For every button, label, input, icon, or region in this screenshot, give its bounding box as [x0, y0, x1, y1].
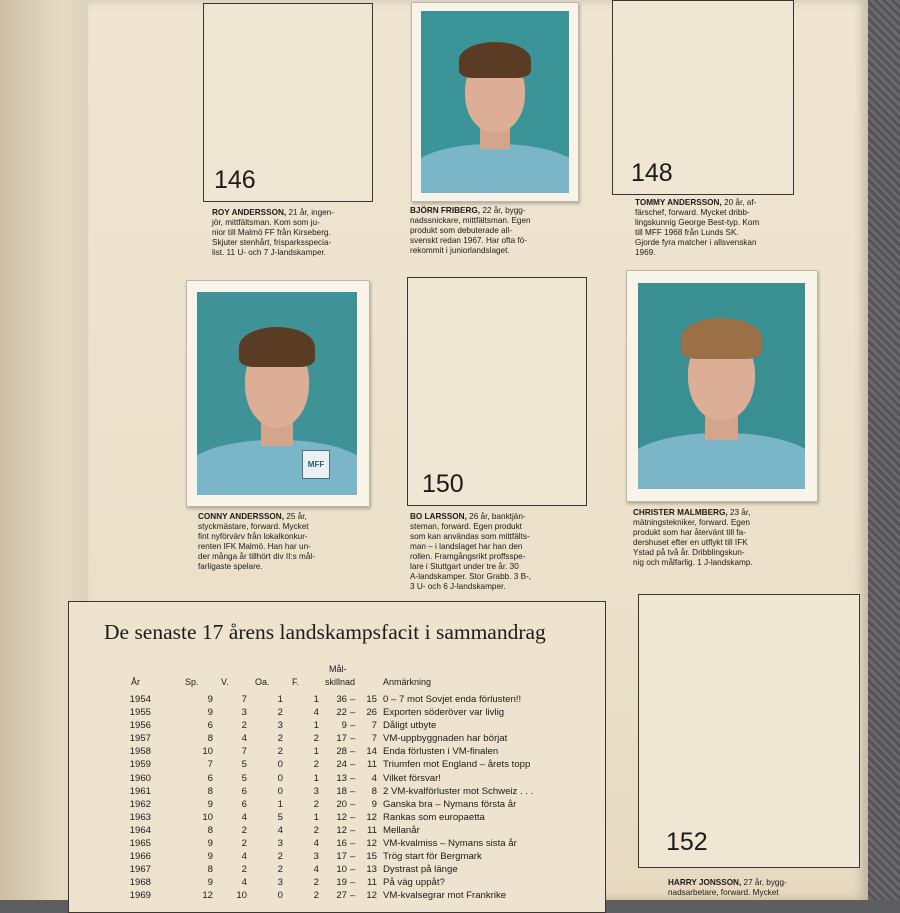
- col-goals-for: 10: [336, 864, 347, 876]
- col-sp: 9: [207, 694, 213, 705]
- table-row: [69, 890, 605, 903]
- player-photo: [638, 283, 805, 489]
- col-header-sp: Sp.: [185, 677, 199, 687]
- col-oa: 2: [277, 746, 283, 758]
- bio-roy-andersson: ROY ANDERSSON, 21 år, ingen- jör, mittfältsman. Kom som ju- nior till Malmö FF från Kirseberg. Skjuter stenhårt, frisparksspecia- list. 11 U- och 7 J-landskamper.: [212, 208, 334, 257]
- bio-conny-andersson: CONNY ANDERSSON, 25 år, styckmästare, forward. Mycket fint nyförvärv från lokalkonkur- renten IFK Malmö. Han har un- der många år tillhört div II:s mål- farligaste spelare.: [198, 512, 315, 571]
- col-sp: 8: [207, 785, 213, 797]
- col-header-oa: Oa.: [255, 677, 270, 687]
- col-goals-for: 27: [336, 890, 347, 902]
- col-goals-against: 7: [371, 720, 377, 732]
- col-sp: 6: [207, 720, 213, 732]
- col-goals-for: 18: [336, 785, 347, 797]
- bio-tommy-andersson: TOMMY ANDERSSON, 20 år, af- färschef, forward. Mycket dribb- lingskunnig George Best-typ. Kom till MFF 1968 från Lunds SK. Gjorde fyra matcher i allsvenskan 1969.: [635, 198, 760, 257]
- score-dash: –: [350, 746, 356, 758]
- col-oa: 4: [277, 824, 283, 836]
- col-v: 4: [241, 877, 247, 889]
- col-v: 7: [241, 694, 247, 705]
- col-note: 0 – 7 mot Sovjet enda förlusten!!: [383, 694, 522, 705]
- col-year: 1968: [129, 877, 151, 889]
- col-oa: 0: [277, 772, 283, 784]
- col-goals-for: 16: [336, 838, 347, 850]
- stats-rows: [69, 694, 605, 904]
- col-goals-against: 12: [366, 838, 377, 850]
- slot-number: 152: [666, 828, 708, 856]
- col-goals-for: 22: [336, 707, 347, 719]
- col-goals-against: 11: [367, 824, 377, 836]
- col-oa: 0: [277, 759, 283, 771]
- table-row: [69, 799, 605, 812]
- table-row: [69, 825, 605, 838]
- col-sp: 8: [207, 824, 213, 836]
- col-v: 2: [241, 824, 247, 836]
- score-dash: –: [350, 864, 356, 876]
- col-header-v: V.: [221, 677, 229, 687]
- col-goals-against: 12: [366, 890, 377, 902]
- stats-title: De senaste 17 årens landskampsfacit i sammandrag: [104, 620, 546, 644]
- col-f: 1: [313, 772, 319, 784]
- col-goals-against: 4: [371, 772, 377, 784]
- score-dash: –: [350, 785, 356, 797]
- table-row: [69, 733, 605, 746]
- col-f: 3: [313, 785, 319, 797]
- col-sp: 9: [207, 798, 213, 810]
- col-year: 1956: [129, 720, 151, 732]
- score-dash: –: [350, 707, 356, 719]
- col-note: VM-kvalmiss – Nymans sista år: [383, 838, 517, 850]
- slot-number: 146: [214, 166, 256, 194]
- sticker-card-friberg: [411, 2, 579, 202]
- col-note: Exporten söderöver var livlig: [383, 707, 505, 719]
- sticker-slot-146: [203, 3, 373, 202]
- col-oa: 5: [277, 811, 283, 823]
- slot-number: 148: [631, 159, 673, 187]
- col-header-year: År: [131, 677, 140, 687]
- col-note: Vilket försvar!: [383, 772, 441, 784]
- col-v: 6: [241, 798, 247, 810]
- col-note: Enda förlusten i VM-finalen: [383, 746, 499, 758]
- bio-bjorn-friberg: BJÖRN FRIBERG, 22 år, bygg- nadssnickare, mittfältsman. Egen produkt som debuterade all- svenskt redan 1967. Har ofta fö- rekommit i juniorlandslaget.: [410, 206, 531, 255]
- col-note: Mellanår: [383, 824, 420, 836]
- col-year: 1965: [129, 838, 151, 850]
- col-f: 2: [313, 733, 319, 745]
- col-goals-against: 9: [371, 798, 377, 810]
- col-goals-against: 15: [366, 694, 377, 705]
- table-row: [69, 786, 605, 799]
- col-goals-for: 20: [336, 798, 347, 810]
- col-f: 3: [313, 851, 319, 863]
- table-row: [69, 773, 605, 786]
- col-f: 4: [313, 864, 319, 876]
- col-goals-for: 12: [336, 811, 347, 823]
- col-year: 1954: [129, 694, 151, 705]
- col-note: Dystrast på länge: [383, 864, 458, 876]
- col-note: På väg uppåt?: [383, 877, 445, 889]
- col-goals-against: 26: [366, 707, 377, 719]
- player-photo: [197, 292, 357, 495]
- col-goals-against: 12: [366, 811, 377, 823]
- score-dash: –: [350, 694, 356, 705]
- score-dash: –: [350, 720, 356, 732]
- score-dash: –: [350, 811, 356, 823]
- col-year: 1963: [129, 811, 151, 823]
- table-row: [69, 720, 605, 733]
- col-goals-for: 12: [336, 824, 347, 836]
- table-row: [69, 694, 605, 707]
- bio-harry-jonsson: HARRY JONSSON, 27 år, bygg- nadsarbetare, forward. Mycket: [668, 878, 787, 897]
- sticker-slot-148: [612, 0, 794, 195]
- score-dash: –: [350, 759, 356, 771]
- col-f: 2: [313, 890, 319, 902]
- col-v: 6: [241, 785, 247, 797]
- col-sp: 9: [207, 851, 213, 863]
- col-sp: 8: [207, 733, 213, 745]
- col-sp: 9: [207, 838, 213, 850]
- col-oa: 2: [277, 864, 283, 876]
- col-sp: 10: [202, 811, 213, 823]
- bio-bo-larsson: BO LARSSON, 26 år, banktjän- steman, forward. Egen produkt som kan användas som mittfälts- man – i landslaget har han den rollen. Framgångsrikt proffsspe- lare i Stuttgart under tre år. 30 A-landskamper. Stor Grabb. 3 B-, 3 U- och 6 J-landskamper.: [410, 512, 532, 591]
- col-v: 4: [241, 811, 247, 823]
- table-row: [69, 759, 605, 772]
- col-note: Ganska bra – Nymans första år: [383, 798, 517, 810]
- col-v: 2: [241, 864, 247, 876]
- col-v: 3: [241, 707, 247, 719]
- sticker-slot-152: [638, 594, 860, 868]
- col-year: 1962: [129, 798, 151, 810]
- col-goals-for: 17: [336, 733, 347, 745]
- table-row: [69, 851, 605, 864]
- col-goals-against: 8: [371, 785, 377, 797]
- col-note: VM-kvalsegrar mot Frankrike: [383, 890, 507, 902]
- col-goals-for: 13: [336, 772, 347, 784]
- col-goals-against: 11: [367, 877, 377, 889]
- club-crest: MFF: [302, 450, 330, 478]
- col-f: 1: [313, 746, 319, 758]
- col-goals-for: 9: [341, 720, 347, 732]
- col-year: 1964: [129, 824, 151, 836]
- col-oa: 0: [277, 785, 283, 797]
- col-v: 5: [241, 772, 247, 784]
- col-year: 1958: [129, 746, 151, 758]
- score-dash: –: [350, 733, 356, 745]
- col-v: 2: [241, 838, 247, 850]
- score-dash: –: [350, 798, 356, 810]
- col-f: 2: [313, 759, 319, 771]
- col-sp: 9: [207, 707, 213, 719]
- col-header-goal-diff-2: skillnad: [325, 677, 356, 687]
- col-oa: 3: [277, 720, 283, 732]
- col-oa: 1: [277, 694, 283, 705]
- col-year: 1966: [129, 851, 151, 863]
- col-year: 1955: [129, 707, 151, 719]
- table-row: [69, 838, 605, 851]
- col-header-goal-diff-1: Mål-: [329, 664, 347, 674]
- col-f: 2: [313, 798, 319, 810]
- col-v: 2: [241, 720, 247, 732]
- table-row: [69, 864, 605, 877]
- col-sp: 10: [202, 746, 213, 758]
- col-year: 1959: [129, 759, 151, 771]
- col-sp: 12: [202, 890, 213, 902]
- table-row: [69, 812, 605, 825]
- col-goals-against: 15: [366, 851, 377, 863]
- score-dash: –: [350, 838, 356, 850]
- col-f: 1: [313, 720, 319, 732]
- col-v: 4: [241, 733, 247, 745]
- col-note: Trög start för Bergmark: [383, 851, 482, 863]
- col-goals-for: 36: [336, 694, 347, 705]
- col-f: 4: [313, 707, 319, 719]
- col-goals-for: 19: [336, 877, 347, 889]
- sticker-card-conny-andersson: [186, 280, 370, 507]
- bio-christer-malmberg: CHRISTER MALMBERG, 23 år, mätningstekniker, forward. Egen produkt som har återvänt till fa- dershuset efter en utflykt till IFK Ystad på två år. Dribblingskun- nig och målfarlig. 1 J-landskamp.: [633, 508, 753, 567]
- col-v: 4: [241, 851, 247, 863]
- col-sp: 6: [207, 772, 213, 784]
- col-sp: 8: [207, 864, 213, 876]
- col-f: 2: [313, 877, 319, 889]
- col-sp: 9: [207, 877, 213, 889]
- col-header-f: F.: [292, 677, 300, 687]
- col-sp: 7: [207, 759, 213, 771]
- col-oa: 3: [277, 877, 283, 889]
- col-v: 7: [241, 746, 247, 758]
- sticker-slot-150: [407, 277, 587, 506]
- col-note: Dåligt utbyte: [383, 720, 437, 732]
- col-oa: 0: [277, 890, 283, 902]
- col-goals-against: 7: [371, 733, 377, 745]
- col-oa: 2: [277, 707, 283, 719]
- player-photo: [421, 11, 569, 193]
- col-year: 1967: [129, 864, 151, 876]
- col-v: 10: [236, 890, 247, 902]
- col-goals-against: 11: [367, 759, 377, 771]
- col-goals-for: 17: [336, 851, 347, 863]
- col-oa: 2: [277, 851, 283, 863]
- score-dash: –: [350, 772, 356, 784]
- col-note: Rankas som europaetta: [383, 811, 485, 823]
- col-note: Triumfen mot England – årets topp: [383, 759, 531, 771]
- table-row: [69, 707, 605, 720]
- score-dash: –: [350, 824, 356, 836]
- score-dash: –: [350, 851, 356, 863]
- table-row: [69, 877, 605, 890]
- col-year: 1961: [129, 785, 151, 797]
- col-note: VM-uppbyggnaden har börjat: [383, 733, 508, 745]
- col-f: 1: [313, 694, 319, 705]
- col-year: 1969: [129, 890, 151, 902]
- col-goals-for: 24: [336, 759, 347, 771]
- sticker-card-malmberg: [626, 270, 818, 502]
- col-goals-against: 14: [366, 746, 377, 758]
- col-oa: 3: [277, 838, 283, 850]
- stats-table-box: [68, 601, 606, 913]
- col-header-note: Anmärkning: [383, 677, 432, 687]
- col-note: 2 VM-kvalförluster mot Schweiz . . .: [383, 785, 534, 797]
- slot-number: 150: [422, 470, 464, 498]
- table-row: [69, 746, 605, 759]
- col-goals-against: 13: [366, 864, 377, 876]
- col-year: 1960: [129, 772, 151, 784]
- col-v: 5: [241, 759, 247, 771]
- col-oa: 1: [277, 798, 283, 810]
- col-year: 1957: [129, 733, 151, 745]
- score-dash: –: [350, 890, 356, 902]
- col-goals-for: 28: [336, 746, 347, 758]
- score-dash: –: [350, 877, 356, 889]
- col-f: 1: [313, 811, 319, 823]
- col-f: 4: [313, 838, 319, 850]
- col-f: 2: [313, 824, 319, 836]
- col-oa: 2: [277, 733, 283, 745]
